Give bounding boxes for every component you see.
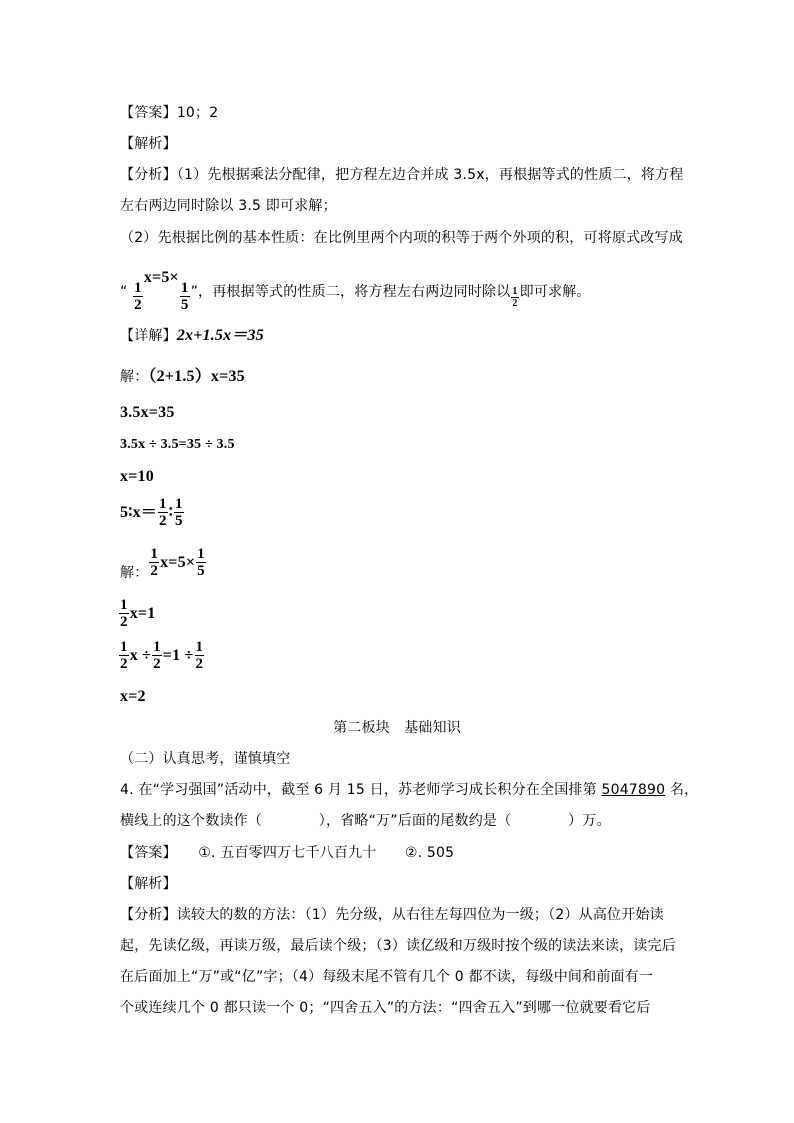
step-8 [118, 636, 205, 676]
fraction [133, 281, 143, 313]
denominator: 2 [120, 656, 128, 672]
step-4: x=10 [120, 468, 154, 485]
fenxi-text: ，再根据等式的性质二，将方程左右两边同时除以 [198, 284, 511, 300]
fraction [180, 281, 190, 313]
step-5 [120, 493, 185, 533]
underlined-number: 5047890 [601, 782, 666, 798]
fenxi-line-4 [120, 258, 591, 313]
fenxi-line-3: （2）先根据比例的基本性质：在比例里两个内项的积等于两个外项的积，可将原式改写成 [120, 230, 683, 246]
question-4-line-2: 横线上的这个数读作（ ），省略“万”后面的尾数约是（ ）万。 [120, 813, 611, 829]
fraction [195, 640, 205, 672]
fraction [196, 547, 206, 579]
solution-prefix: 解： [120, 369, 149, 385]
denominator: 5 [197, 563, 205, 579]
fenxi-line-1 [120, 906, 664, 924]
fraction [511, 287, 518, 309]
question-text: 名， [665, 782, 699, 798]
analysis-heading: 【解析】 [120, 876, 177, 892]
detail-label: 【详解】 [120, 328, 177, 344]
numerator: 1 [120, 639, 128, 655]
detail-line [120, 327, 264, 345]
numerator: 1 [134, 280, 142, 296]
answer-value: 10；2 [176, 105, 219, 121]
numerator: 1 [197, 546, 205, 562]
fenxi-line-3: 在后面加上“万”或“亿”字；（4）每级末尾不管有几个 0 都不读，每级中间和前面有一 [120, 969, 654, 985]
fenxi-line-1 [120, 166, 684, 184]
numerator: 1 [153, 639, 161, 655]
denominator: 2 [512, 298, 518, 309]
equation-text: x=5× [160, 554, 196, 571]
numerator: 1 [512, 286, 518, 297]
numerator: 1 [158, 496, 167, 512]
fraction [119, 598, 129, 630]
numerator: 1 [150, 546, 159, 562]
open-quote: “ [120, 284, 128, 300]
fenxi-line-2: 左右两边同时除以 3.5 即可求解； [120, 198, 337, 214]
fenxi-label: 【分析】 [120, 907, 177, 923]
numerator: 1 [175, 496, 183, 512]
denominator: 5 [175, 513, 183, 529]
fenxi-text: 即可求解。 [519, 284, 591, 300]
fenxi-label: 【分析】 [120, 167, 177, 183]
fraction [152, 640, 162, 672]
fenxi-line-4: 个或连续几个 0 都只读一个 0；“四舍五入”的方法：“四舍五入”到哪一位就要看它后 [120, 1000, 651, 1016]
answer-line [120, 844, 454, 862]
denominator: 5 [180, 297, 189, 313]
denominator: 2 [153, 656, 161, 672]
analysis-heading: 【解析】 [120, 136, 177, 152]
section-title: 第二板块 基础知识 [333, 720, 461, 736]
step-2: 3.5x=35 [120, 404, 175, 421]
fraction [158, 497, 168, 529]
detail-equation: 2x+1.5x＝35 [176, 327, 264, 344]
equation-text: =1 ÷ [162, 647, 194, 664]
step-9: x=2 [120, 688, 146, 705]
question-text: 4. 在“学习强国”活动中，截至 6 月 15 日，苏老师学习成长积分在全国排第 [120, 782, 602, 798]
equation-text: x=1 [129, 605, 156, 622]
answer-label: 【答案】 [120, 845, 170, 861]
fraction [149, 547, 159, 579]
denominator: 2 [150, 563, 159, 579]
equation-text: x ÷ [129, 647, 152, 664]
denominator: 2 [134, 297, 142, 313]
step-7 [118, 594, 155, 634]
fraction [174, 497, 184, 529]
equation-text: x=5× [143, 269, 179, 286]
close-quote: ” [190, 284, 199, 300]
fenxi-text: （1）先根据乘法分配律，把方程左边合并成 3.5x，再根据等式的性质二，将方程 [176, 167, 684, 183]
equation-text: （2+1.5）x=35 [148, 368, 245, 385]
answer-line [120, 104, 218, 122]
step-6 [120, 543, 207, 593]
numerator: 1 [120, 597, 128, 613]
section-subtitle: （二）认真思考，谨慎填空 [120, 751, 291, 767]
denominator: 2 [120, 614, 128, 630]
fenxi-line-2: 起，先读亿级，再读万级，最后读个级；（3）读亿级和万级时按个级的读法来读，读完后 [120, 938, 676, 954]
equation-text: 5∶x＝ [120, 504, 157, 521]
step-1 [120, 368, 245, 386]
step-3: 3.5x ÷ 3.5=35 ÷ 3.5 [120, 437, 235, 452]
question-4-line-1 [120, 781, 698, 799]
solution-prefix: 解： [120, 565, 149, 581]
fraction [119, 640, 129, 672]
answer-label: 【答案】 [120, 105, 177, 121]
numerator: 1 [195, 639, 204, 655]
fenxi-text: 读较大的数的方法：（1）先分级，从右往左每四位为一级；（2）从高位开始读 [176, 907, 664, 923]
answer-value: ①. 五百零四万七千八百九十 ②. 505 [169, 845, 455, 861]
denominator: 2 [158, 513, 167, 529]
numerator: 1 [180, 280, 189, 296]
denominator: 2 [195, 656, 204, 672]
equation-text: ∶ [168, 504, 174, 521]
